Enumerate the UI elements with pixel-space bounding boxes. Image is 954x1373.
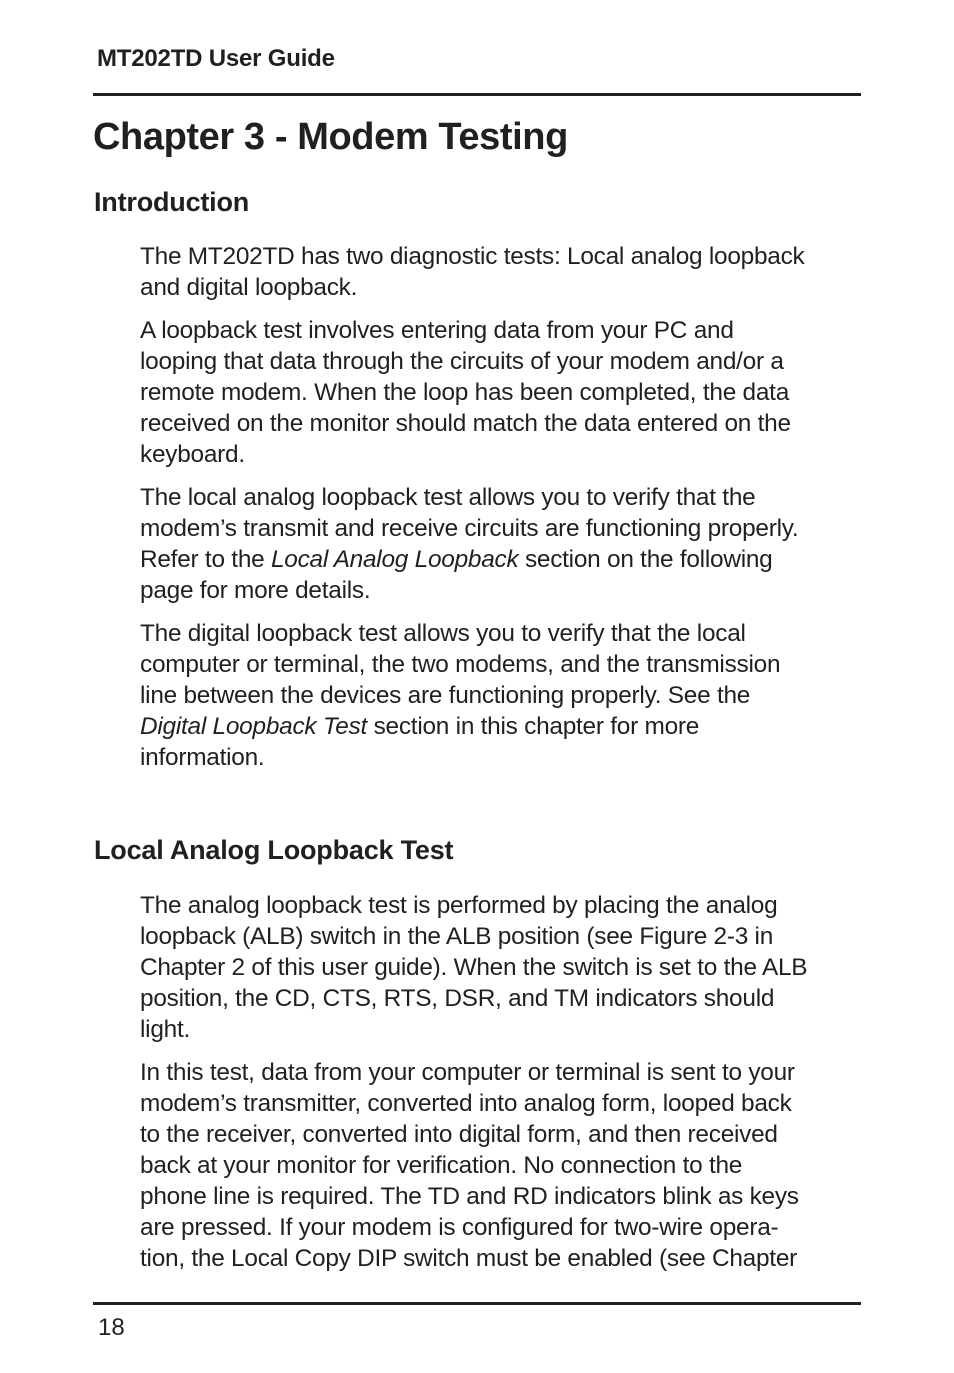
text-line: The analog loopback test is performed by placing the analog (140, 892, 778, 919)
alb-paragraph-2 (140, 1057, 865, 1274)
text-run: Refer to the (140, 546, 271, 573)
footer-rule (93, 1302, 861, 1305)
local-analog-body (140, 890, 865, 1286)
text-line: modem’s transmit and receive circuits are functioning properly. (140, 515, 799, 542)
text-line: A loopback test involves entering data from your PC and (140, 317, 734, 344)
section-reference: Digital Loopback Test (140, 713, 368, 740)
intro-paragraph-4 (140, 618, 865, 773)
text-line: The local analog loopback test allows you to verify that the (140, 484, 756, 511)
introduction-body (140, 241, 865, 785)
text-run: section on the following (518, 546, 773, 573)
text-line: phone line is required. The TD and RD indicators blink as keys (140, 1183, 799, 1210)
text-line: The MT202TD has two diagnostic tests: Local analog loopback (140, 243, 805, 270)
header-rule (93, 93, 861, 96)
text-line: tion, the Local Copy DIP switch must be enabled (see Chapter (140, 1245, 798, 1272)
intro-paragraph-3 (140, 482, 865, 606)
text-line: modem’s transmitter, converted into analog form, looped back (140, 1090, 792, 1117)
text-line: remote modem. When the loop has been completed, the data (140, 379, 790, 406)
intro-paragraph-1 (140, 241, 865, 303)
text-line: In this test, data from your computer or terminal is sent to your (140, 1059, 795, 1086)
text-line: looping that data through the circuits of your modem and/or a (140, 348, 784, 375)
text-line: to the receiver, converted into digital form, and then received (140, 1121, 778, 1148)
intro-paragraph-2 (140, 315, 865, 470)
section-reference: Local Analog Loopback (270, 546, 519, 573)
text-line: information. (140, 744, 265, 771)
text-line: back at your monitor for verification. No connection to the (140, 1152, 743, 1179)
text-line (140, 711, 865, 742)
section-heading-introduction: Introduction (94, 187, 250, 217)
running-header: MT202TD User Guide (97, 45, 335, 72)
text-line: keyboard. (140, 441, 245, 468)
section-heading-local-analog-loopback: Local Analog Loopback Test (94, 835, 454, 865)
text-line: computer or terminal, the two modems, and the transmission (140, 651, 781, 678)
chapter-title: Chapter 3 - Modem Testing (93, 116, 568, 158)
alb-paragraph-1 (140, 890, 865, 1045)
page-number: 18 (98, 1314, 125, 1341)
text-line: received on the monitor should match the data entered on the (140, 410, 791, 437)
text-line: page for more details. (140, 577, 371, 604)
text-line: loopback (ALB) switch in the ALB position (see Figure 2-3 in (140, 923, 774, 950)
text-line: light. (140, 1016, 191, 1043)
text-line: position, the CD, CTS, RTS, DSR, and TM indicators should (140, 985, 775, 1012)
text-line: are pressed. If your modem is configured for two-wire opera- (140, 1214, 779, 1241)
text-line: The digital loopback test allows you to verify that the local (140, 620, 746, 647)
text-run: section in this chapter for more (367, 713, 700, 740)
text-line (140, 544, 865, 575)
text-line: and digital loopback. (140, 274, 358, 301)
text-line: line between the devices are functioning properly. See the (140, 682, 751, 709)
text-line: Chapter 2 of this user guide). When the switch is set to the ALB (140, 954, 808, 981)
